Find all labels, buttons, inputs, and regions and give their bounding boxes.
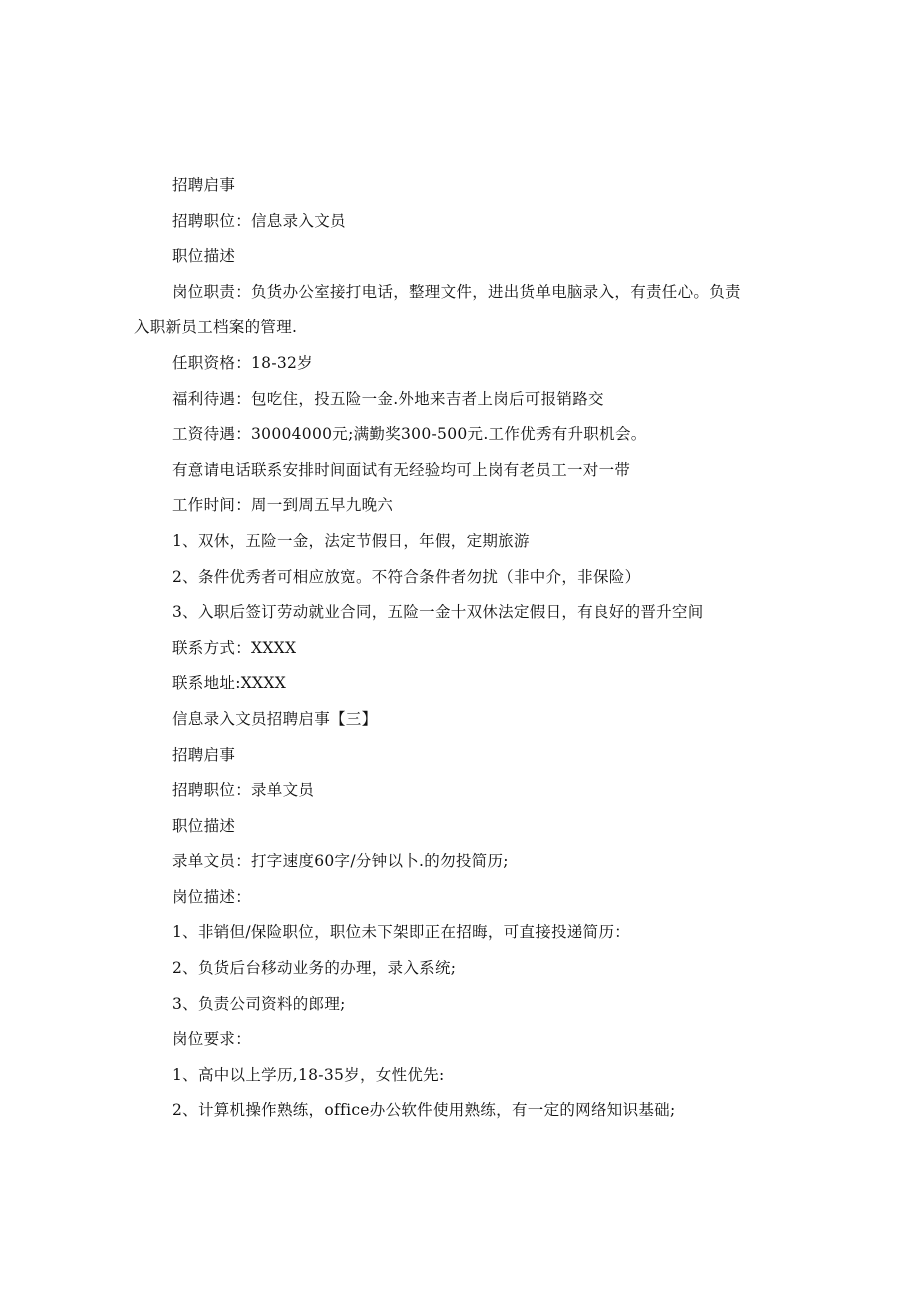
job-position-line: 招聘职位：录单文员 (172, 781, 315, 800)
job-description-heading: 职位描述 (172, 816, 236, 835)
position-description-heading: 岗位描述： (172, 887, 252, 906)
list-item: 2、条件优秀者可相应放宽。不符合条件者勿扰（非中介，非保险） (172, 567, 641, 586)
duty-paragraph-continuation: 入职新员工档案的管理. (134, 318, 298, 337)
benefits-line: 福利待遇：包吃住，投五险一金.外地来吉者上岗后可报销路交 (172, 389, 604, 408)
list-item: 3、负责公司资料的郎理; (172, 994, 346, 1013)
list-item: 1、非销但/保险职位，职位未下架即正在招晦，可直接投递简历： (172, 923, 631, 942)
list-item: 1、高中以上学历,18-35岁，女性优先: (172, 1065, 445, 1084)
list-item: 3、入职后签订劳动就业合同，五险一金十双休法定假日，有良好的晋升空间 (172, 603, 704, 622)
duty-paragraph-first-line: 岗位职责：负货办公室接打电话，整理文件，进出货单电脑录入，有责任心。负责 (172, 282, 741, 301)
salary-line: 工资待遇：30004000元;满勤奖300-500元.工作优秀有升职机会。 (172, 425, 647, 444)
document-body (134, 175, 794, 1136)
heading-recruitment-notice: 招聘启事 (172, 745, 236, 764)
section-title-three: 信息录入文员招聘启事【三】 (172, 709, 378, 728)
duty-paragraph (134, 282, 794, 338)
job-position-line: 招聘职位：信息录入文员 (172, 211, 346, 230)
work-hours-line: 工作时间：周一到周五早九晚六 (172, 496, 394, 515)
position-requirements-heading: 岗位要求： (172, 1030, 252, 1049)
job-description-heading: 职位描述 (172, 247, 236, 266)
contact-address-line: 联系地址:XXXX (172, 674, 287, 693)
heading-recruitment-notice: 招聘启事 (172, 176, 236, 194)
contact-method-line: 联系方式：XXXX (172, 638, 297, 657)
list-item: 2、负货后台移动业务的办理，录入系统; (172, 959, 457, 978)
typing-requirement-line: 录单文员：打字速度60字/分钟以卜.的勿投简历; (172, 852, 509, 871)
contact-invitation-line: 有意请电话联系安排时间面试有无经验均可上岗有老员工一对一带 (172, 460, 631, 479)
list-item: 2、计算机操作熟练，office办公软件使用熟练，有一定的网络知识基础; (172, 1101, 676, 1120)
list-item: 1、双休，五险一金，法定节假日，年假，定期旅游 (172, 531, 530, 550)
qualification-line: 任职资格：18-32岁 (172, 353, 313, 372)
